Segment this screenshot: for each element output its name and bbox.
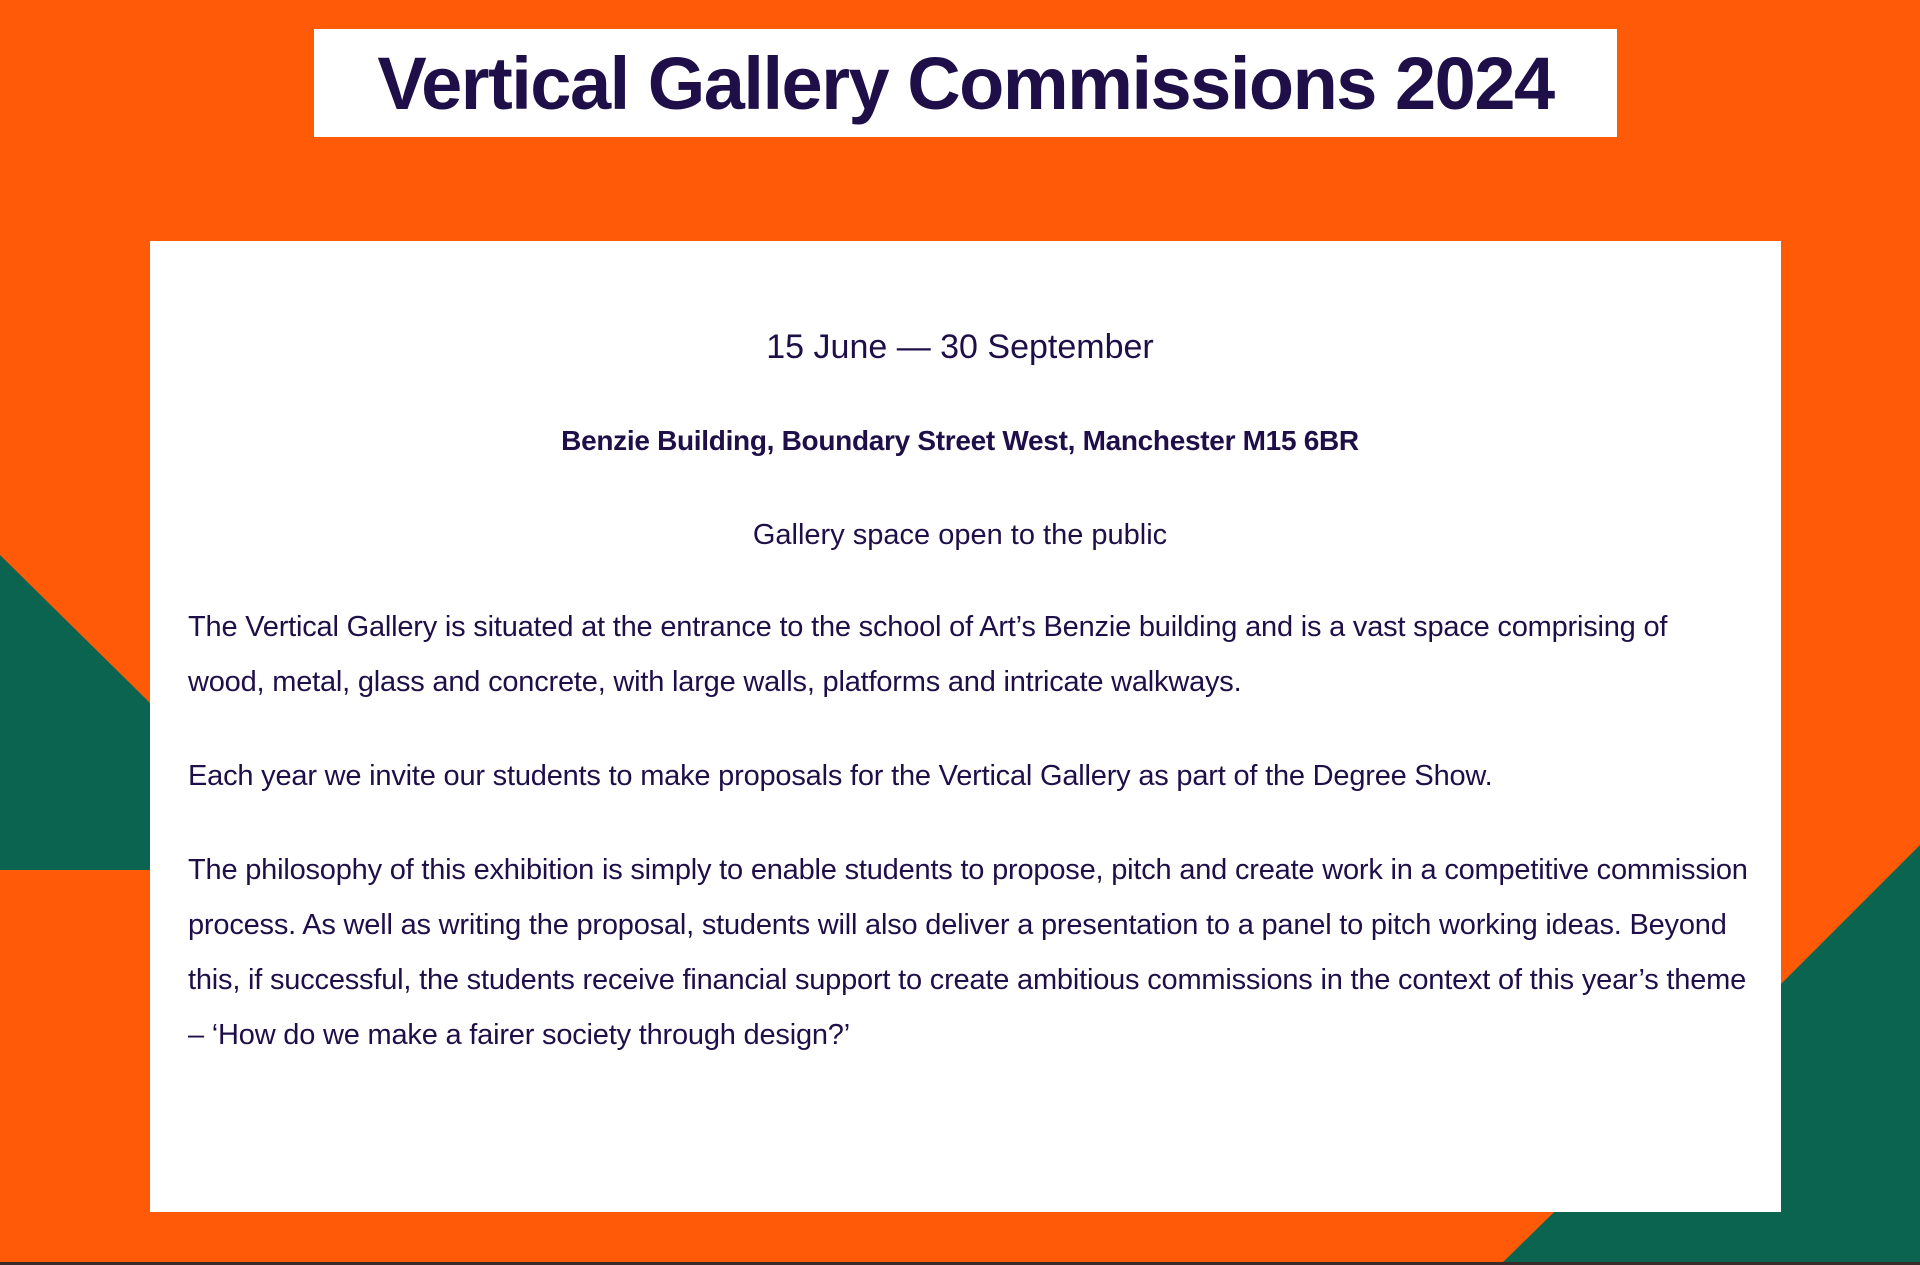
title-banner — [314, 29, 1617, 137]
content-card — [150, 241, 1781, 1212]
event-dates: 15 June — 30 September — [766, 328, 1154, 366]
event-address: Benzie Building, Boundary Street West, Manchester M15 6BR — [561, 425, 1359, 456]
philosophy-paragraph: The philosophy of this exhibition is simply to enable students to propose, pitch and create work in a competitive commission process. As well as writing the proposal, students will also deliver a presentation to a panel to pitch working ideas. Beyond this, if successful, the students receive financial support to create ambitious commissions in the context of this year’s theme – ‘How do we make a fairer society through design?’ — [188, 854, 1748, 1051]
proposals-paragraph: Each year we invite our students to make proposals for the Vertical Gallery as part of the Degree Show. — [188, 760, 1493, 792]
intro-paragraph: The Vertical Gallery is situated at the entrance to the school of Art’s Benzie building and is a vast space comprising of wood, metal, glass and concrete, with large walls, platforms and intricate walkways. — [188, 611, 1668, 698]
left-green-shape — [0, 555, 160, 875]
page-title: Vertical Gallery Commissions 2024 — [377, 41, 1554, 125]
access-note: Gallery space open to the public — [752, 519, 1168, 551]
